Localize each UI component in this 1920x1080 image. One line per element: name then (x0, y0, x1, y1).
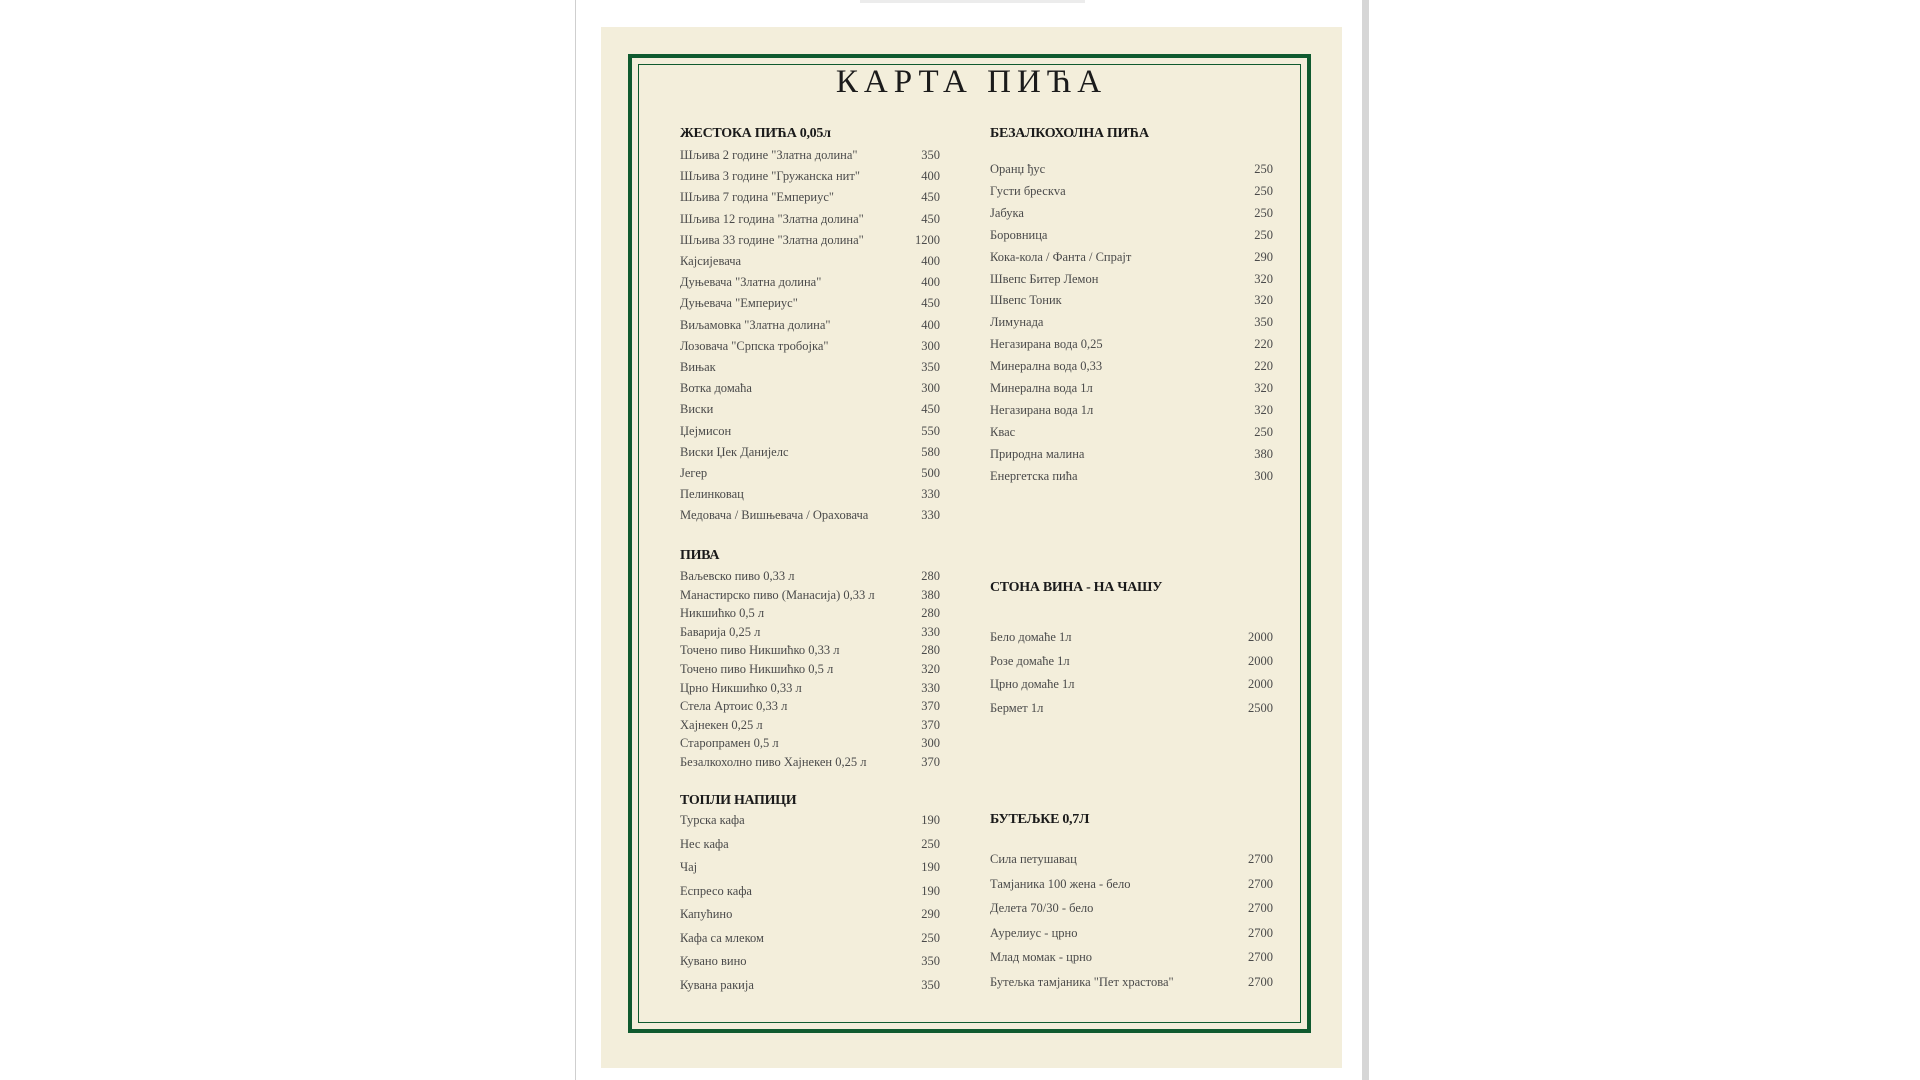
menu-item-name: Медовача / Вишњевача / Ораховача (680, 508, 869, 522)
menu-item-name: Стела Артоис 0,33 л (680, 699, 788, 713)
menu-item-row (680, 978, 940, 996)
menu-item-price: 2700 (1248, 877, 1273, 891)
drinks-menu-card (601, 27, 1342, 1068)
menu-item-price: 190 (921, 813, 940, 827)
menu-item-row (680, 884, 940, 902)
menu-item-row (680, 588, 940, 606)
menu-item-row (990, 425, 1273, 443)
menu-item-row (680, 569, 940, 587)
menu-item-name: Нес кафа (680, 837, 729, 851)
menu-item-price: 250 (1254, 206, 1273, 220)
menu-item-name: Јабука (990, 206, 1024, 220)
menu-item-row (680, 931, 940, 949)
menu-item-row (990, 250, 1273, 268)
menu-item-row (680, 860, 940, 878)
menu-item-row (680, 445, 940, 463)
menu-item-price: 300 (1254, 469, 1273, 483)
menu-item-name: Кока-кола / Фанта / Спрајт (990, 250, 1132, 264)
menu-item-price: 300 (921, 381, 940, 395)
menu-item-price: 2700 (1248, 901, 1273, 915)
menu-item-price: 300 (921, 736, 940, 750)
menu-item-name: Минерална вода 1л (990, 381, 1093, 395)
menu-item-name: Лимунада (990, 315, 1044, 329)
menu-item-row (680, 643, 940, 661)
menu-item-price: 400 (921, 275, 940, 289)
menu-item-row (680, 662, 940, 680)
menu-item-name: Боровница (990, 228, 1048, 242)
menu-item-row (680, 736, 940, 754)
menu-item-price: 2000 (1248, 654, 1273, 668)
menu-item-row (990, 950, 1273, 968)
menu-item-name: Млад момак - црно (990, 950, 1093, 964)
menu-item-name: Црно домаће 1л (990, 677, 1075, 691)
menu-item-name: Точено пиво Никшићко 0,33 л (680, 643, 840, 657)
menu-item-row (680, 837, 940, 855)
menu-item-row (680, 275, 940, 293)
menu-item-name: Сила петушавац (990, 852, 1077, 866)
menu-item-price: 2700 (1248, 926, 1273, 940)
menu-item-row (680, 699, 940, 717)
menu-item-name: Шљива 7 година "Емпериус" (680, 190, 835, 204)
menu-item-price: 250 (1254, 425, 1273, 439)
menu-item-price: 450 (921, 402, 940, 416)
menu-item-name: Природна малина (990, 447, 1085, 461)
menu-item-name: Старопрамен 0,5 л (680, 736, 779, 750)
menu-item-price: 320 (1254, 381, 1273, 395)
menu-item-row (990, 359, 1273, 377)
menu-item-price: 350 (921, 148, 940, 162)
menu-item-name: Квас (990, 425, 1016, 439)
menu-item-name: Аурелиус - црно (990, 926, 1078, 940)
menu-item-name: Џејмисон (680, 424, 732, 438)
menu-item-price: 370 (921, 755, 940, 769)
menu-item-name: Точено пиво Никшићко 0,5 л (680, 662, 834, 676)
menu-item-name: Чај (680, 860, 698, 874)
menu-item-price: 350 (921, 360, 940, 374)
menu-item-price: 2700 (1248, 975, 1273, 989)
menu-item-row (990, 272, 1273, 290)
section-title-spirits: ЖЕСТОКА ПИЋА 0,05л (680, 126, 831, 141)
menu-item-name: Еспресо кафа (680, 884, 752, 898)
menu-item-row (990, 162, 1273, 180)
menu-item-price: 450 (921, 212, 940, 226)
menu-item-row (680, 606, 940, 624)
menu-item-price: 330 (921, 625, 940, 639)
menu-item-price: 370 (921, 699, 940, 713)
menu-item-name: Тамјаника 100 жена - бело (990, 877, 1131, 891)
menu-item-name: Делета 70/30 - бело (990, 901, 1094, 915)
menu-item-row (680, 907, 940, 925)
menu-item-name: Безалкохолно пиво Хајнекен 0,25 л (680, 755, 867, 769)
menu-item-row (990, 975, 1273, 993)
section-title-beers: ПИВА (680, 548, 720, 563)
menu-item-price: 400 (921, 169, 940, 183)
menu-item-price: 350 (921, 954, 940, 968)
menu-item-row (990, 403, 1273, 421)
menu-item-price: 320 (1254, 293, 1273, 307)
menu-item-row (990, 228, 1273, 246)
menu-item-name: Никшићко 0,5 л (680, 606, 765, 620)
menu-item-name: Кајсијевача (680, 254, 742, 268)
menu-item-price: 2700 (1248, 950, 1273, 964)
menu-item-row (990, 926, 1273, 944)
menu-item-row (680, 681, 940, 699)
menu-item-price: 320 (1254, 272, 1273, 286)
menu-item-price: 500 (921, 466, 940, 480)
menu-item-row (680, 487, 940, 505)
menu-item-name: Шљива 12 година "Златна долина" (680, 212, 864, 226)
menu-item-price: 250 (1254, 162, 1273, 176)
menu-item-row (990, 677, 1273, 695)
section-title-hot: ТОПЛИ НАПИЦИ (680, 793, 797, 808)
menu-item-row (680, 339, 940, 357)
menu-item-row (990, 337, 1273, 355)
menu-item-price: 280 (921, 569, 940, 583)
menu-item-name: Хајнекен 0,25 л (680, 718, 763, 732)
menu-item-name: Кувана ракија (680, 978, 754, 992)
menu-item-row (990, 654, 1273, 672)
menu-item-row (990, 447, 1273, 465)
section-title-bottles: БУТЕЉКЕ 0,7Л (990, 812, 1090, 827)
menu-item-price: 290 (1254, 250, 1273, 264)
menu-item-row (680, 813, 940, 831)
menu-item-row (680, 424, 940, 442)
menu-item-row (990, 630, 1273, 648)
menu-item-price: 220 (1254, 337, 1273, 351)
menu-item-name: Оранџ ђус (990, 162, 1046, 176)
menu-item-price: 350 (1254, 315, 1273, 329)
menu-item-row (990, 315, 1273, 333)
menu-item-price: 280 (921, 643, 940, 657)
menu-item-row (990, 469, 1273, 487)
menu-item-price: 580 (921, 445, 940, 459)
menu-item-name: Виљамовка "Златна долина" (680, 318, 831, 332)
menu-item-price: 250 (1254, 228, 1273, 242)
menu-item-row (680, 318, 940, 336)
menu-item-name: Шљива 3 године "Гружанска нит" (680, 169, 860, 183)
menu-item-name: Енергетска пића (990, 469, 1078, 483)
menu-item-name: Виски Џек Данијелс (680, 445, 789, 459)
menu-item-name: Минерална вода 0,33 (990, 359, 1103, 373)
menu-item-name: Вотка домаћа (680, 381, 752, 395)
menu-item-row (990, 701, 1273, 719)
menu-item-row (680, 254, 940, 272)
menu-item-name: Манастирско пиво (Манасија) 0,33 л (680, 588, 875, 602)
menu-item-row (680, 212, 940, 230)
menu-item-price: 2000 (1248, 630, 1273, 644)
menu-item-price: 190 (921, 884, 940, 898)
menu-item-price: 330 (921, 487, 940, 501)
menu-item-row (680, 360, 940, 378)
menu-item-row (680, 402, 940, 420)
menu-item-name: Негазирана вода 0,25 (990, 337, 1103, 351)
menu-item-price: 1200 (915, 233, 940, 247)
menu-item-row (990, 206, 1273, 224)
menu-item-price: 330 (921, 681, 940, 695)
menu-item-row (990, 877, 1273, 895)
menu-item-price: 380 (1254, 447, 1273, 461)
page-left-edge (575, 0, 576, 1080)
page-top-shadow (860, 0, 1085, 3)
menu-item-name: Турска кафа (680, 813, 745, 827)
menu-item-name: Кафа са млеком (680, 931, 764, 945)
menu-item-price: 250 (921, 931, 940, 945)
menu-item-price: 250 (1254, 184, 1273, 198)
menu-item-name: Швепс Тоник (990, 293, 1062, 307)
menu-item-price: 220 (1254, 359, 1273, 373)
menu-item-name: Пелинковац (680, 487, 744, 501)
menu-item-price: 2000 (1248, 677, 1273, 691)
menu-item-price: 320 (1254, 403, 1273, 417)
menu-item-row (680, 466, 940, 484)
menu-item-row (680, 625, 940, 643)
menu-item-price: 2700 (1248, 852, 1273, 866)
menu-item-row (680, 148, 940, 166)
menu-item-name: Црно Никшићко 0,33 л (680, 681, 802, 695)
menu-item-name: Бермет 1л (990, 701, 1044, 715)
menu-item-price: 250 (921, 837, 940, 851)
menu-item-row (680, 296, 940, 314)
menu-item-row (680, 169, 940, 187)
menu-item-row (990, 293, 1273, 311)
menu-item-price: 400 (921, 318, 940, 332)
menu-item-name: Бутељка тамјаника "Пет храстова" (990, 975, 1174, 989)
menu-item-row (680, 755, 940, 773)
menu-item-name: Јегер (680, 466, 708, 480)
menu-item-price: 370 (921, 718, 940, 732)
menu-item-row (680, 190, 940, 208)
menu-item-price: 550 (921, 424, 940, 438)
menu-item-row (680, 718, 940, 736)
menu-item-name: Негазирана вода 1л (990, 403, 1094, 417)
menu-item-name: Бело домаће 1л (990, 630, 1072, 644)
menu-item-name: Дуњевача "Златна долина" (680, 275, 822, 289)
menu-item-name: Шљива 2 године "Златна долина" (680, 148, 858, 162)
menu-item-price: 450 (921, 296, 940, 310)
menu-item-price: 350 (921, 978, 940, 992)
menu-item-price: 450 (921, 190, 940, 204)
menu-item-name: Виски (680, 402, 714, 416)
menu-item-row (990, 901, 1273, 919)
menu-item-name: Дуњевача "Емпериус" (680, 296, 798, 310)
menu-item-row (990, 852, 1273, 870)
menu-item-price: 2500 (1248, 701, 1273, 715)
menu-item-price: 290 (921, 907, 940, 921)
menu-item-name: Вињак (680, 360, 716, 374)
menu-item-name: Густи брескva (990, 184, 1066, 198)
menu-item-price: 330 (921, 508, 940, 522)
menu-item-price: 190 (921, 860, 940, 874)
menu-item-row (680, 381, 940, 399)
menu-item-name: Лозовача "Српска тробојка" (680, 339, 829, 353)
page-scroll-shadow (1362, 0, 1369, 1080)
menu-item-row (990, 381, 1273, 399)
menu-item-price: 380 (921, 588, 940, 602)
menu-item-name: Швепс Битер Лемон (990, 272, 1099, 286)
menu-item-price: 300 (921, 339, 940, 353)
section-title-soft: БЕЗАЛКОХОЛНА ПИЋА (990, 126, 1149, 141)
menu-item-name: Кувано вино (680, 954, 747, 968)
menu-item-row (680, 233, 940, 251)
menu-item-row (680, 954, 940, 972)
menu-item-row (680, 508, 940, 526)
menu-item-price: 320 (921, 662, 940, 676)
menu-item-name: Шљива 33 године "Златна долина" (680, 233, 864, 247)
menu-item-name: Баварија 0,25 л (680, 625, 761, 639)
menu-title: КАРТА ПИЋА (835, 64, 1108, 100)
menu-item-row (990, 184, 1273, 202)
menu-item-price: 280 (921, 606, 940, 620)
menu-item-name: Ваљевско пиво 0,33 л (680, 569, 795, 583)
menu-item-price: 400 (921, 254, 940, 268)
menu-item-name: Розе домаће 1л (990, 654, 1070, 668)
section-title-wines-glass: СТОНА ВИНА - НА ЧАШУ (990, 580, 1163, 595)
menu-item-name: Капућино (680, 907, 733, 921)
